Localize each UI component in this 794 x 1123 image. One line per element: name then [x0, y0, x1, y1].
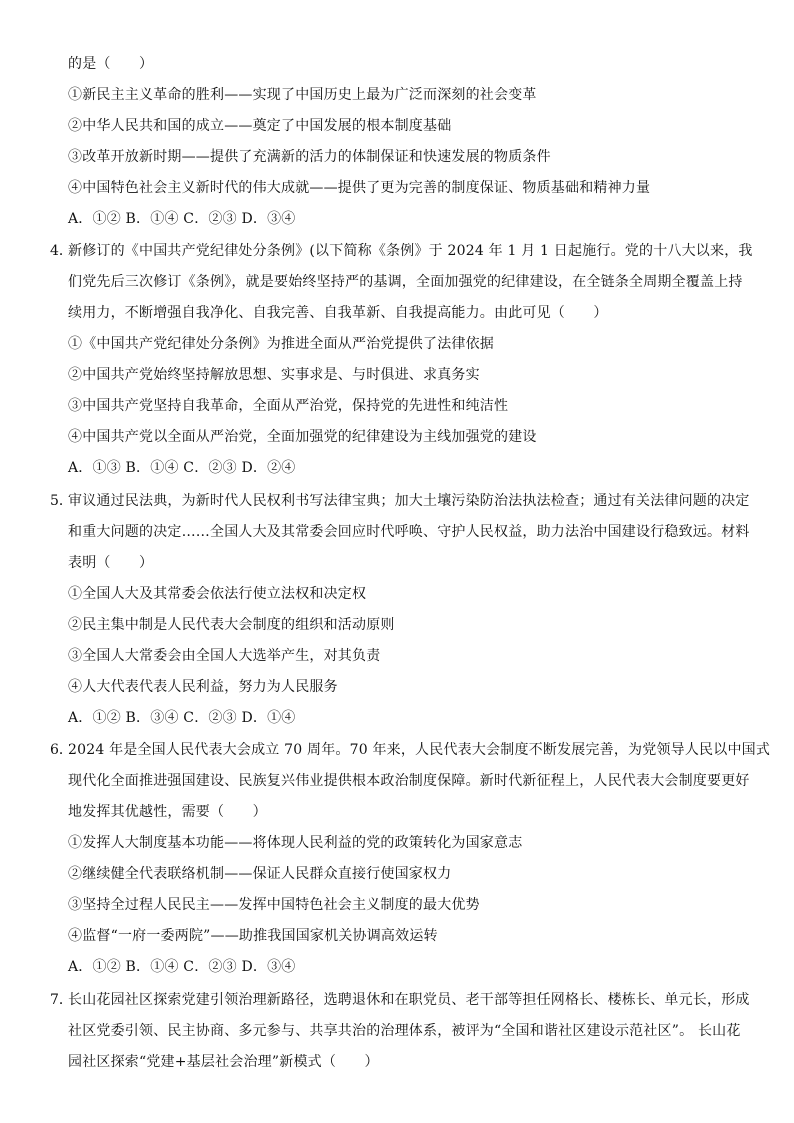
question-6-item-1: ①发挥人大制度基本功能——将体现人民利益的党的政策转化为国家意志: [68, 835, 523, 851]
question-4-stem-line-2: 们党先后三次修订《条例》，就是要始终坚持严的基调，全面加强党的纪律建设，在全链条全周期全覆盖上持: [68, 274, 743, 290]
question-5-options: A．①② B．③④ C．②③ D．①④: [68, 710, 296, 726]
question-4-item-1: ①《中国共产党纪律处分条例》为推进全面从严治党提供了法律依据: [68, 336, 494, 352]
question-7-stem-line-3: 园社区探索“党建+基层社会治理”新模式（ ）: [68, 1054, 379, 1070]
question-5-item-4: ④人大代表代表人民利益，努力为人民服务: [68, 679, 338, 695]
question-5-stem-line-1: 审议通过民法典，为新时代人民权利书写法律宝典；加大土壤污染防治法执法检查；通过有关法律问题的决定: [68, 493, 750, 509]
question-5-item-3: ③全国人大常委会由全国人大选举产生，对其负责: [68, 648, 381, 664]
continuation-options: A．①② B．①④ C．②③ D．③④: [68, 211, 296, 227]
continuation-stem-tail: 的是（ ）: [68, 56, 154, 72]
continuation-item-3: ③改革开放新时期——提供了充满新的活力的体制保证和快速发展的物质条件: [68, 149, 551, 165]
question-5-item-1: ①全国人大及其常委会依法行使立法权和决定权: [68, 586, 367, 602]
question-6-item-3: ③坚持全过程人民民主——发挥中国特色社会主义制度的最大优势: [68, 897, 480, 913]
question-4-options: A．①③ B．①④ C．②③ D．②④: [68, 460, 296, 476]
continuation-item-4: ④中国特色社会主义新时代的伟大成就——提供了更为完善的制度保证、物质基础和精神力量: [68, 180, 651, 196]
question-5-number: 5．: [50, 493, 73, 509]
question-5-stem-line-3: 表明（ ）: [68, 555, 154, 571]
question-4-stem-line-3: 续用力，不断增强自我净化、自我完善、自我革新、自我提高能力。由此可见（ ）: [68, 305, 608, 321]
question-4-item-3: ③中国共产党坚持自我革命，全面从严治党，保持党的先进性和纯洁性: [68, 398, 509, 414]
continuation-item-2: ②中华人民共和国的成立——奠定了中国发展的根本制度基础: [68, 118, 452, 134]
question-7-number: 7．: [50, 992, 73, 1008]
question-7-stem-line-2: 社区党委引领、民主协商、多元参与、共享共治的治理体系，被评为“全国和谐社区建设示范社区”。 长山花: [68, 1023, 741, 1039]
question-4-number: 4．: [50, 243, 73, 259]
continuation-item-1: ①新民主主义革命的胜利——实现了中国历史上最为广泛而深刻的社会变革: [68, 87, 537, 103]
question-7-stem-line-1: 长山花园社区探索党建引领治理新路径，选聘退休和在职党员、老干部等担任网格长、楼栋长、单元长，形成: [68, 992, 750, 1008]
question-6-stem-line-1: 2024 年是全国人民代表大会成立 70 周年。70 年来，人民代表大会制度不断发展完善，为党领导人民以中国式: [68, 742, 771, 758]
question-4-stem-line-1: 新修订的《中国共产党纪律处分条例》(以下简称《条例》于 2024 年 1 月 1 日起施行。党的十八大以来，我: [68, 243, 753, 259]
question-5-stem-line-2: 和重大问题的决定……全国人大及其常委会回应时代呼唤、守护人民权益，助力法治中国建设行稳致远。材料: [68, 524, 750, 540]
question-6-options: A．①② B．①④ C．②③ D．③④: [68, 959, 296, 975]
question-6-stem-line-2: 现代化全面推进强国建设、民族复兴伟业提供根本政治制度保障。新时代新征程上，人民代表大会制度要更好: [68, 773, 750, 789]
question-4-item-4: ④中国共产党以全面从严治党，全面加强党的纪律建设为主线加强党的建设: [68, 429, 537, 445]
question-5-item-2: ②民主集中制是人民代表大会制度的组织和活动原则: [68, 617, 395, 633]
question-6-number: 6．: [50, 742, 73, 758]
question-6-stem-line-3: 地发挥其优越性，需要（ ）: [68, 804, 267, 820]
question-4-item-2: ②中国共产党始终坚持解放思想、实事求是、与时俱进、求真务实: [68, 367, 480, 383]
question-6-item-4: ④监督“一府一委两院”——助推我国国家机关协调高效运转: [68, 928, 438, 944]
question-6-item-2: ②继续健全代表联络机制——保证人民群众直接行使国家权力: [68, 866, 452, 882]
